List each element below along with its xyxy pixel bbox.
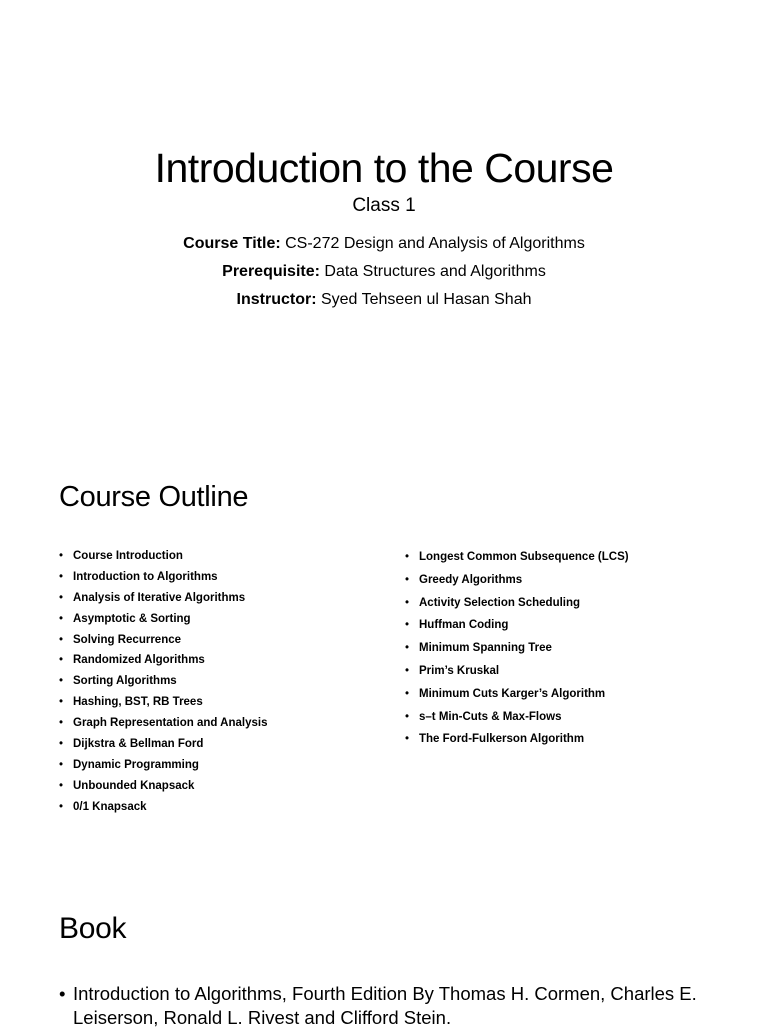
outline-left-list: [59, 547, 267, 819]
course-title-line: [0, 233, 768, 255]
list-item: • Dijkstra & Bellman Ford: [59, 735, 267, 756]
book-list: [59, 982, 739, 1030]
course-title-label: Course Title:: [183, 235, 281, 252]
list-item: • 0/1 Knapsack: [59, 798, 267, 819]
prerequisite-value: Data Structures and Algorithms: [319, 263, 546, 280]
list-item: • Solving Recurrence: [59, 631, 267, 652]
list-item: • Analysis of Iterative Algorithms: [59, 589, 267, 610]
outline-right-list: [405, 548, 629, 753]
list-item: • Minimum Spanning Tree: [405, 639, 629, 662]
instructor-line: [0, 289, 768, 311]
list-item: • Prim’s Kruskal: [405, 662, 629, 685]
list-item: • Sorting Algorithms: [59, 672, 267, 693]
prerequisite-line: [0, 261, 768, 283]
course-title-value: CS-272 Design and Analysis of Algorithms: [280, 235, 585, 252]
list-item: • Introduction to Algorithms: [59, 568, 267, 589]
prerequisite-label: Prerequisite:: [222, 263, 320, 280]
class-subtitle: Class 1: [352, 195, 416, 216]
list-item: • Introduction to Algorithms, Fourth Edition By Thomas H. Cormen, Charles E. Leiserson, Ronald L. Rivest and Clifford Stein.: [59, 982, 739, 1030]
course-outline-heading: Course Outline: [59, 481, 249, 513]
list-item: • Graph Representation and Analysis: [59, 714, 267, 735]
instructor-label: Instructor:: [236, 291, 317, 308]
list-item: • Activity Selection Scheduling: [405, 594, 629, 617]
list-item: • Course Introduction: [59, 547, 267, 568]
list-item: • Minimum Cuts Karger’s Algorithm: [405, 685, 629, 708]
list-item: • Hashing, BST, RB Trees: [59, 693, 267, 714]
list-item: • Huffman Coding: [405, 616, 629, 639]
list-item: • Randomized Algorithms: [59, 651, 267, 672]
page-title: Introduction to the Course: [154, 145, 614, 191]
book-heading: Book: [59, 912, 127, 945]
list-item: • The Ford-Fulkerson Algorithm: [405, 730, 629, 753]
list-item: • Longest Common Subsequence (LCS): [405, 548, 629, 571]
list-item: • s–t Min-Cuts & Max-Flows: [405, 708, 629, 731]
title-slide: [0, 0, 768, 400]
list-item: • Asymptotic & Sorting: [59, 610, 267, 631]
list-item: • Unbounded Knapsack: [59, 777, 267, 798]
instructor-value: Syed Tehseen ul Hasan Shah: [316, 291, 532, 308]
list-item: • Dynamic Programming: [59, 756, 267, 777]
list-item: • Greedy Algorithms: [405, 571, 629, 594]
